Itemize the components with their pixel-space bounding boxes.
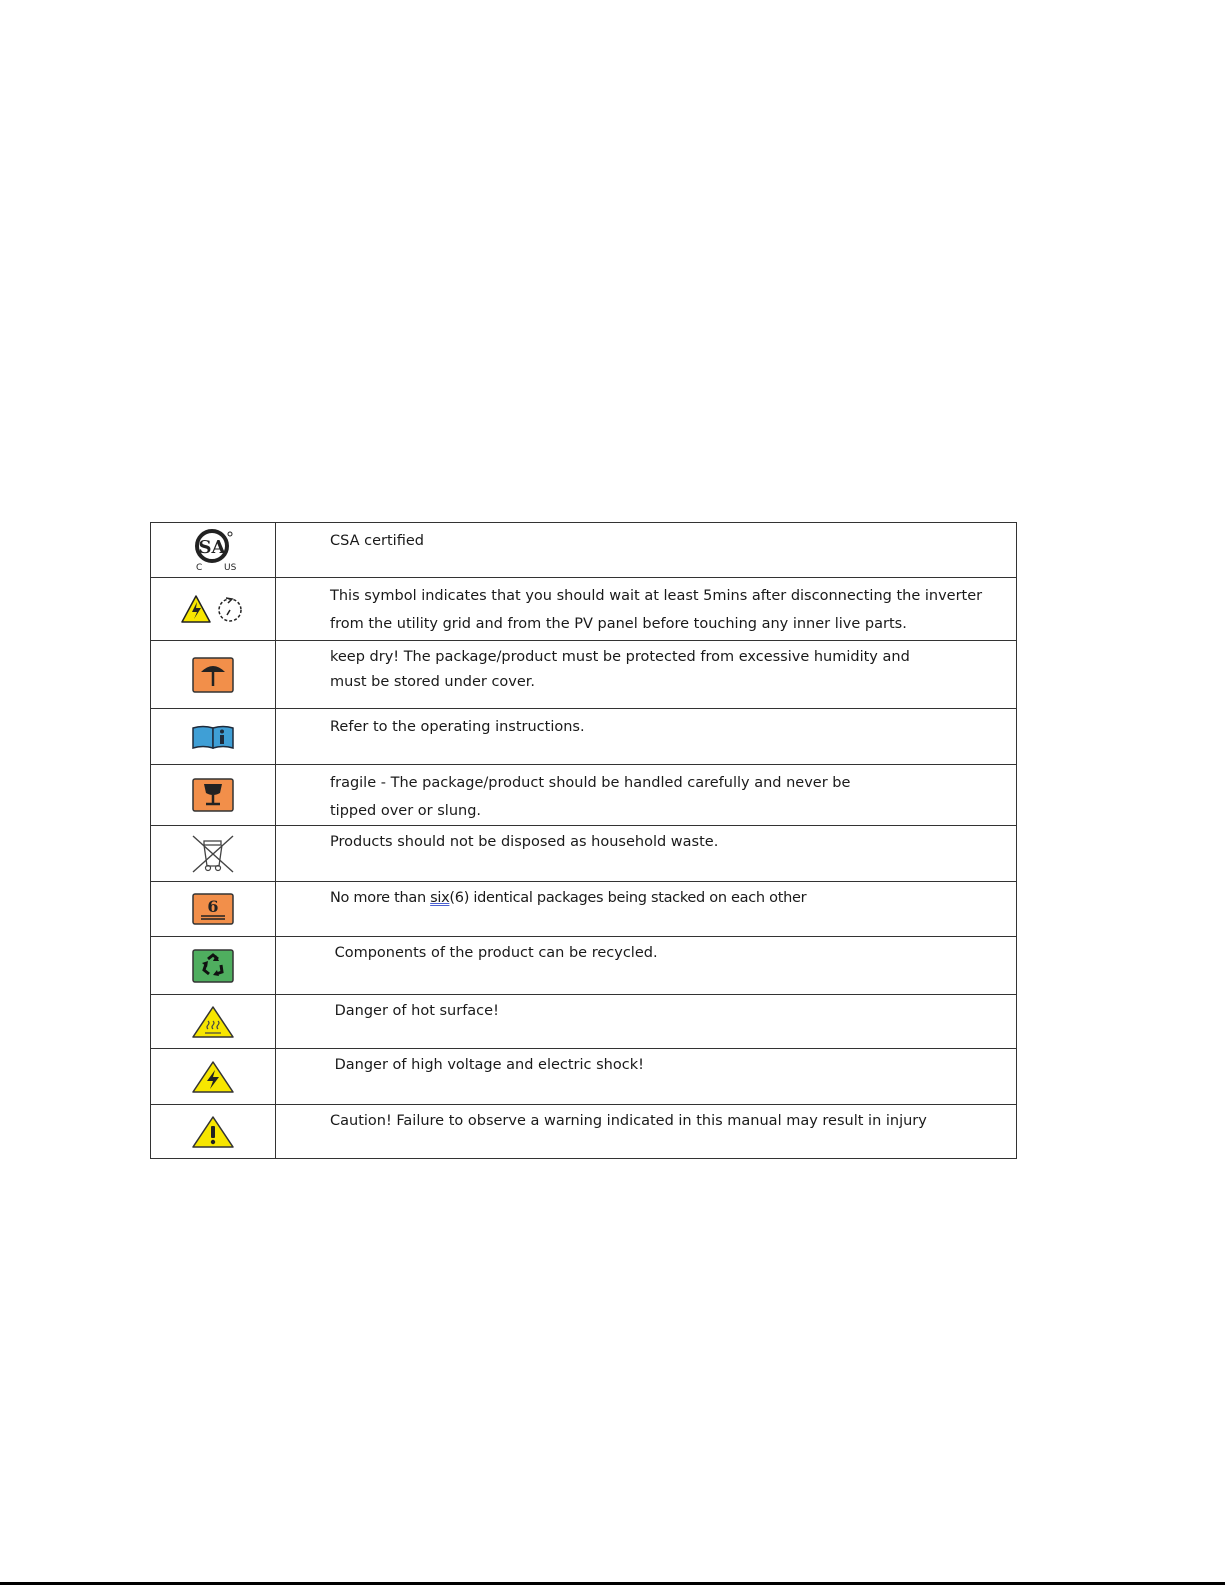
csa-us-mark: US [224,563,237,572]
icon-cell [151,523,276,578]
description-line: from the utility grid and from the PV panel before touching any inner live parts. [330,616,907,632]
description-line: This symbol indicates that you should wait at least 5mins after disconnecting the inverter [330,588,983,604]
description-cell [276,995,1017,1049]
description-cell [276,765,1017,826]
csa-c-mark: C [196,563,203,572]
icon-cell [151,882,276,937]
wait-5min-discharge-icon [180,593,246,625]
operating-instructions-book-icon [191,724,235,750]
table-row [151,523,1017,578]
icon-cell [151,937,276,995]
table-row [151,995,1017,1049]
stack-limit-icon [192,893,234,925]
description-cell [276,709,1017,765]
icon-cell [151,709,276,765]
icon-cell [151,826,276,882]
stack-limit-number: 6 [207,897,219,916]
description-cell [276,523,1017,578]
icon-cell [151,995,276,1049]
description-line: keep dry! The package/product must be protected from excessive humidity and [330,649,910,665]
svg-text:SA: SA [198,537,226,558]
icon-cell [151,1049,276,1105]
keep-dry-umbrella-icon [192,657,234,693]
description-cell [276,882,1017,937]
description-line [330,886,1016,911]
description-line: must be stored under cover. [330,674,536,690]
stack-text-after: (6) identical packages being stacked on each other [449,890,807,906]
stack-text-underlined: six [430,890,450,906]
description-line: CSA certified [330,533,424,549]
description-cell [276,1049,1017,1105]
csa-certification-icon [178,528,248,572]
description-cell [276,937,1017,995]
hot-surface-warning-icon [191,1005,235,1039]
icon-cell [151,578,276,641]
description-cell [276,1105,1017,1159]
icon-cell [151,765,276,826]
description-line: Caution! Failure to observe a warning indicated in this manual may result in injury [330,1113,927,1129]
description-line: Refer to the operating instructions. [330,719,585,735]
description-cell [276,578,1017,641]
description-line: Danger of hot surface! [330,1003,499,1019]
table-row [151,709,1017,765]
icon-cell [151,1105,276,1159]
description-cell [276,826,1017,882]
crossed-out-wheelie-bin-icon [190,834,236,874]
table-row [151,937,1017,995]
icon-cell [151,641,276,709]
caution-exclamation-icon [191,1115,235,1149]
description-line: Components of the product can be recycled. [330,945,658,961]
table-row [151,641,1017,709]
table-row [151,826,1017,882]
symbol-explanation-table [150,522,1017,1159]
table-row [151,765,1017,826]
fragile-glass-icon [192,778,234,812]
table-row [151,1105,1017,1159]
table-row [151,578,1017,641]
table-row [151,882,1017,937]
description-line: tipped over or slung. [330,803,482,819]
description-line: Danger of high voltage and electric shock! [330,1057,644,1073]
recycle-icon [192,949,234,983]
table-row [151,1049,1017,1105]
description-line: Products should not be disposed as household waste. [330,834,719,850]
stack-text-before: No more than [330,890,431,906]
description-cell [276,641,1017,709]
high-voltage-warning-icon [191,1060,235,1094]
description-line: fragile - The package/product should be handled carefully and never be [330,775,851,791]
